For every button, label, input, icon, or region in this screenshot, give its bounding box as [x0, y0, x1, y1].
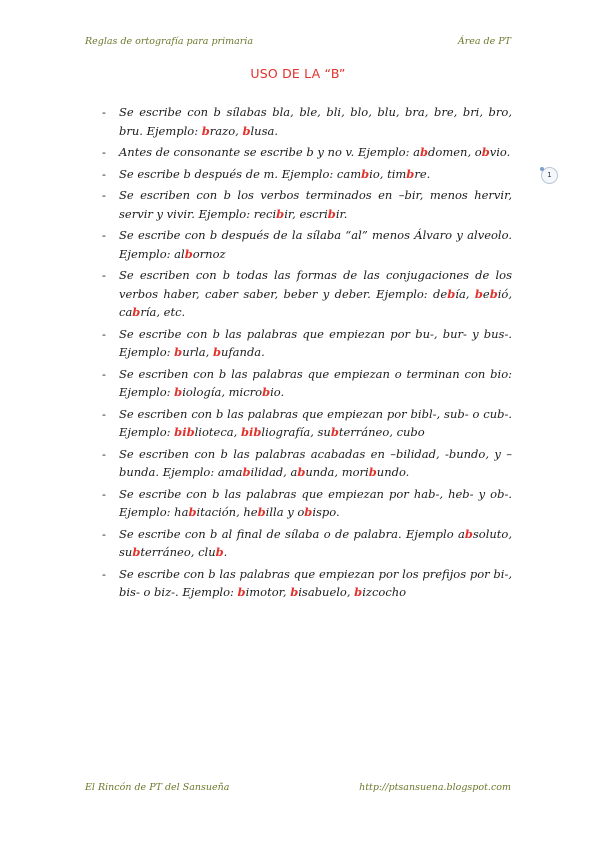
rule-text: izcocho — [362, 585, 407, 599]
bullet-dash: - — [102, 406, 106, 421]
page-title: USO DE LA “B” — [250, 66, 346, 81]
highlighted-letter: b — [132, 305, 141, 319]
highlighted-letter: b — [297, 465, 306, 479]
bullet-dash: - — [102, 526, 106, 541]
rule-text: re. — [414, 166, 431, 181]
rule-text: iología, micro — [182, 385, 263, 399]
highlighted-letter: bib — [240, 425, 262, 439]
footer-blog-name: El Rincón de PT del Sansueña — [85, 782, 230, 793]
highlighted-letter: b — [447, 286, 456, 301]
rule-text: liografía, su — [261, 425, 331, 439]
bullet-dash: - — [102, 166, 106, 181]
rule-text: lioteca, — [194, 425, 241, 439]
rule-text: illa y o — [265, 505, 305, 519]
bullet-dash: - — [102, 326, 106, 341]
comment-marker-icon — [540, 167, 544, 171]
rule-text: ría, etc. — [140, 305, 186, 319]
rule-text: itación, he — [196, 505, 258, 519]
rule-text: terráneo, clu — [140, 545, 216, 559]
bullet-dash: - — [102, 366, 106, 381]
rule-text: vio. — [489, 145, 511, 159]
bullet-dash: - — [102, 188, 106, 202]
highlighted-letter: b — [242, 465, 251, 479]
highlighted-letter: bib — [174, 425, 195, 439]
rule-text: lusa. — [250, 123, 278, 138]
highlighted-letter: b — [276, 206, 285, 221]
rule-text: . — [223, 545, 228, 559]
rule-text: Se escribe con b sílabas bla, ble, bli, blo, blu, bra, bre, bri, bro, bru. Ejemplo: — [119, 105, 512, 138]
rule-item — [102, 525, 512, 562]
highlighted-letter: b — [330, 425, 339, 439]
highlighted-letter: b — [290, 585, 299, 599]
highlighted-letter: b — [242, 123, 251, 138]
highlighted-letter: b — [481, 145, 490, 159]
rule-text: e — [482, 286, 490, 301]
rule-item — [102, 565, 512, 602]
highlighted-letter: b — [188, 505, 197, 519]
rule-item — [102, 365, 512, 402]
highlighted-letter: b — [464, 526, 473, 541]
rule-text: ir. — [335, 206, 348, 221]
rule-item — [102, 226, 512, 263]
highlighted-letter: b — [257, 505, 266, 519]
rule-item — [102, 445, 512, 482]
rule-text: Se escriben con b las palabras acabadas en –bilidad, -bundo, y –bunda. Ejemplo: ama — [119, 446, 512, 479]
rule-text: terráneo, cubo — [338, 425, 425, 439]
bullet-dash: - — [102, 268, 106, 282]
rule-text: Se escribe con b las palabras que empiezan por hab-, heb- y ob-. Ejemplo: ha — [119, 486, 512, 519]
rule-text: io. — [270, 385, 285, 399]
rule-item — [102, 143, 512, 162]
bullet-dash: - — [102, 105, 106, 119]
highlighted-letter: b — [132, 545, 141, 559]
highlighted-letter: b — [212, 345, 222, 359]
rule-item — [102, 485, 512, 522]
highlighted-letter: b — [215, 545, 224, 559]
rule-text: imotor, — [245, 585, 291, 599]
rule-text: Se escribe b después de m. Ejemplo: cam — [119, 166, 362, 181]
highlighted-letter: b — [174, 345, 183, 359]
rule-item — [102, 186, 512, 223]
bullet-dash: - — [102, 446, 106, 461]
rule-text: Se escribe con b las palabras que empiezan por los prefijos por bi-, bis- o biz-. Ejemplo: — [119, 566, 512, 599]
rule-text: undo. — [376, 465, 410, 479]
highlighted-letter: b — [174, 385, 183, 399]
rule-text: ía, — [455, 286, 475, 301]
highlighted-letter: b — [262, 385, 271, 399]
rule-text: urla, — [182, 345, 213, 359]
footer-blog-url[interactable]: http://ptsansuena.blogspot.com — [359, 782, 511, 793]
highlighted-letter: b — [354, 585, 363, 599]
highlighted-letter: b — [184, 246, 193, 261]
rule-item — [102, 165, 512, 184]
highlighted-letter: b — [237, 585, 246, 599]
rule-item — [102, 266, 512, 322]
highlighted-letter: b — [406, 166, 415, 181]
highlighted-letter: b — [201, 123, 210, 138]
page-comment-badge[interactable] — [541, 167, 558, 184]
bullet-dash: - — [102, 566, 106, 581]
highlighted-letter: b — [368, 465, 377, 479]
rules-list — [102, 103, 512, 605]
rule-text: Se escriben con b los verbos terminados en –bir, menos hervir, servir y vivir. Ejemplo: reci — [119, 188, 512, 221]
header-doc-title: Reglas de ortografía para primaria — [85, 36, 254, 47]
bullet-dash: - — [102, 145, 106, 159]
highlighted-letter: b — [327, 206, 336, 221]
rule-text: Se escribe con b al final de sílaba o de palabra. Ejemplo a — [119, 526, 465, 541]
rule-text: Se escribe con b después de la sílaba “al” menos Álvaro y alveolo. Ejemplo: al — [119, 228, 512, 261]
rule-text: Se escriben con b las palabras que empiezan o terminan con bio: Ejemplo: — [119, 366, 512, 399]
header-area-label: Área de PT — [457, 36, 511, 47]
page-badge-number: 1 — [547, 171, 552, 179]
rule-text: Antes de consonante se escribe b y no v. Ejemplo: a — [119, 145, 420, 159]
rule-text: ispo. — [312, 505, 340, 519]
rule-item — [102, 103, 512, 140]
rule-item — [102, 325, 512, 362]
highlighted-letter: b — [361, 166, 370, 181]
rule-text: domen, o — [428, 145, 482, 159]
rule-text: Se escriben con b las palabras que empiezan por bibl-, sub- o cub-. Ejemplo: — [119, 406, 512, 439]
bullet-dash: - — [102, 228, 106, 242]
highlighted-letter: b — [489, 286, 498, 301]
bullet-dash: - — [102, 486, 106, 501]
rule-text: ufanda. — [221, 345, 265, 359]
rule-text: razo, — [209, 123, 243, 138]
rule-item — [102, 405, 512, 442]
highlighted-letter: b — [304, 505, 313, 519]
rule-text: ornoz — [192, 246, 226, 261]
rule-text: io, tim — [369, 166, 407, 181]
rule-text: ilidad, a — [250, 465, 298, 479]
rule-text: ió, ca — [119, 286, 512, 319]
rule-text: unda, mori — [305, 465, 369, 479]
highlighted-letter: b — [474, 286, 483, 301]
rule-text: Se escriben con b todas las formas de las conjugaciones de los verbos haber, caber saber, beber y deber. Ejemplo: de — [119, 268, 512, 301]
rule-text: ir, escri — [284, 206, 328, 221]
rule-text: Se escribe con b las palabras que empiezan por bu-, bur- y bus-. Ejemplo: — [119, 326, 512, 359]
highlighted-letter: b — [420, 145, 429, 159]
rule-text: isabuelo, — [298, 585, 355, 599]
rule-text: soluto, su — [119, 526, 512, 559]
